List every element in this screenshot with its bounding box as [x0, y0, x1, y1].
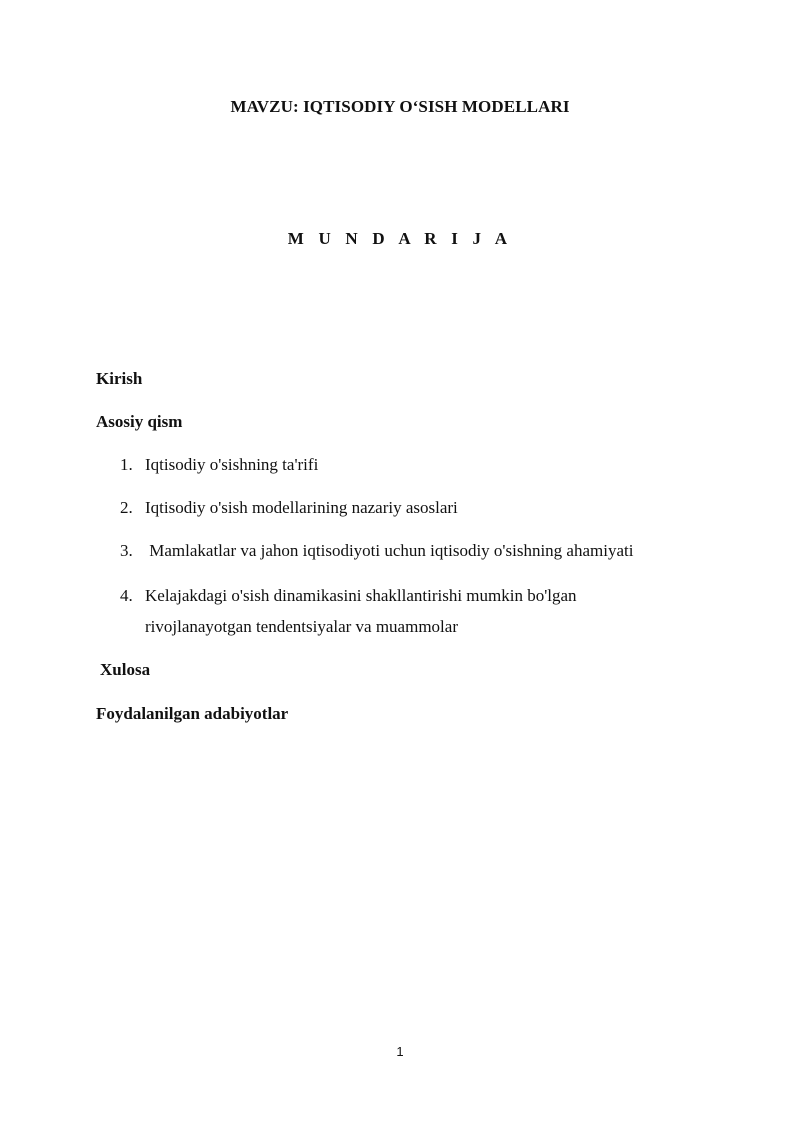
toc-item-text: Iqtisodiy o'sishning ta'rifi: [145, 455, 319, 474]
section-conclusion: Xulosa: [100, 660, 151, 679]
section-intro: Kirish: [96, 369, 143, 388]
toc-item: [120, 580, 630, 642]
contents-heading: M U N D A R I J A: [287, 229, 513, 248]
toc-item-number: 4.: [120, 586, 133, 605]
toc-item-text: Kelajakdagi o'sish dinamikasini shakllantirishi mumkin bo'lgan rivojlanayotgan tendentsiyalar va muammolar: [145, 586, 577, 636]
toc-item: [120, 449, 720, 480]
page-number: 1: [396, 1044, 404, 1059]
document-title: MAVZU: IQTISODIY O‘SISH MODELLARI: [230, 97, 570, 116]
toc-item-text: Iqtisodiy o'sish modellarining nazariy asoslari: [145, 498, 458, 517]
toc-item-number: 3.: [120, 541, 133, 560]
toc-item-number: 1.: [120, 455, 133, 474]
toc-item: [120, 492, 720, 523]
toc-item-number: 2.: [120, 498, 133, 517]
toc-item: [120, 535, 720, 566]
toc-item-text: Mamlakatlar va jahon iqtisodiyoti uchun iqtisodiy o'sishning ahamiyati: [145, 541, 634, 560]
section-main: Asosiy qism: [96, 412, 183, 431]
section-references: Foydalanilgan adabiyotlar: [96, 704, 289, 723]
